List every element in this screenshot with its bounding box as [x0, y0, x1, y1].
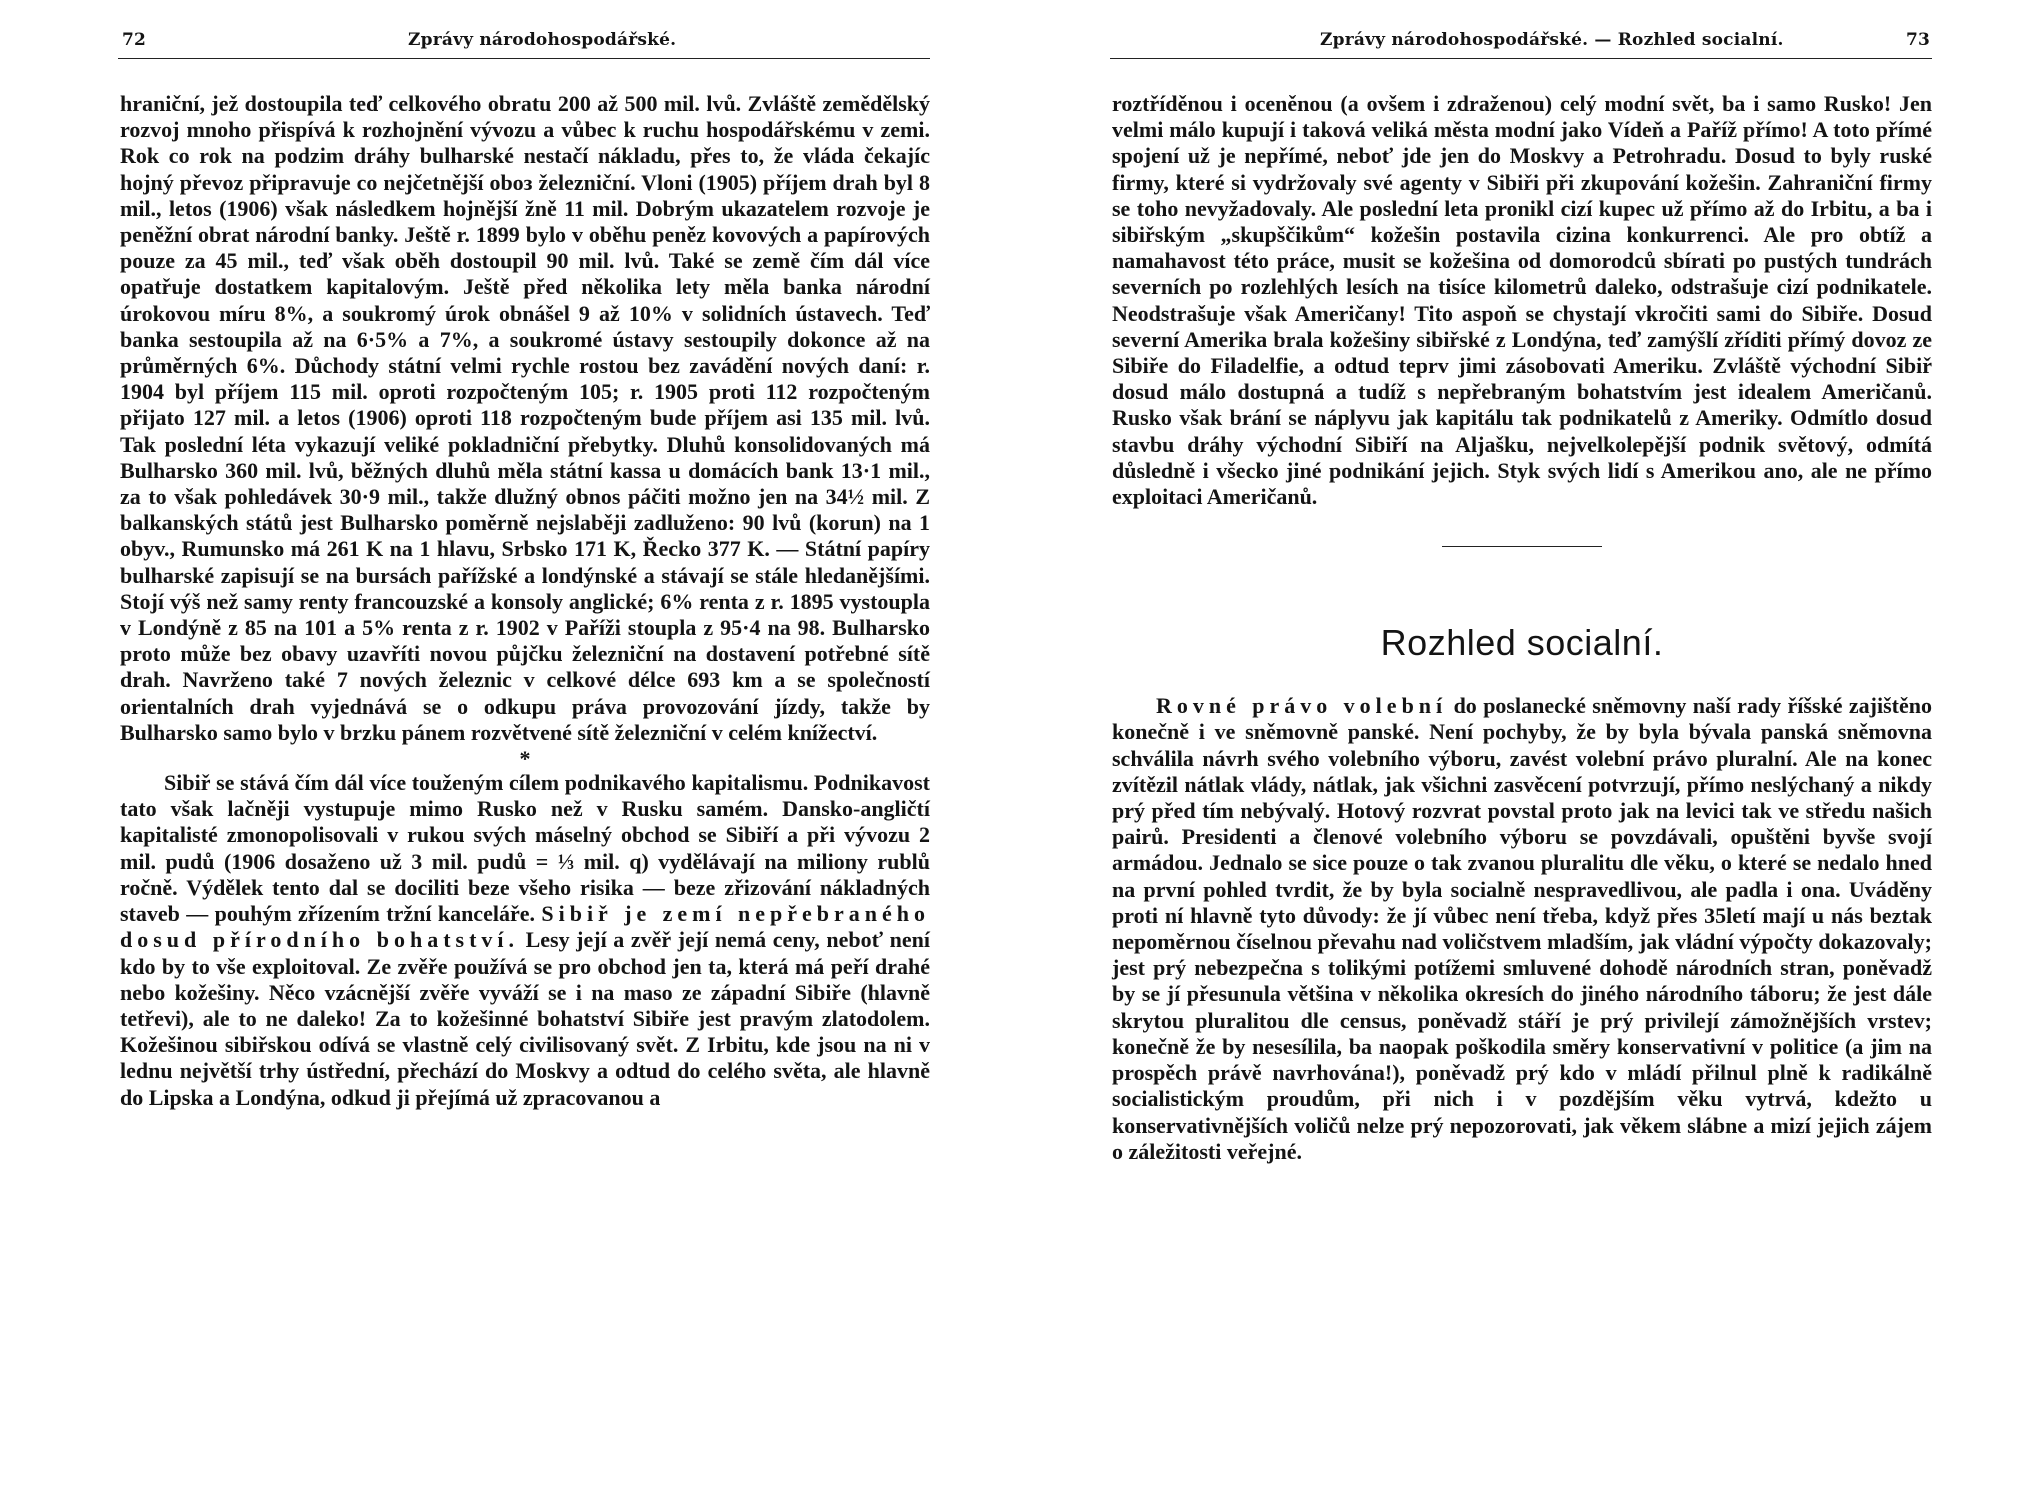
left-body-text: [120, 91, 930, 1111]
siberia-emphasis: Sibiř je zemí nepřebraného dosud přírodního bohatství.: [120, 901, 930, 953]
voting-text-after: do poslanecké sněmovny naší rady říšské zajištěno konečně i ve sněmovně panské. Není pochyby, že by byla bývala panská sněmovna schválila návrh svého volebního výboru, zavést volební právo pluralní. Ale na konec zvítězil nátlak vlády, nátlak, jak všichni zasvěcení potvrzují, přímo neslýchaný a nikdy prý před tím nebývalý. Hotový rozvrat povstal proto jak na levici tak ve středu našich pairů. Presidenti a členové volebního výboru se povzdávali, opuštěni byvše svojí armádou. Jednalo se sice pouze o tak zvanou pluralitu dle věku, o které se nedalo hned na první pohled tvrdit, že by byla socialně nespravedlivou, ale padla i ona. Uváděny proti ní hlavně tyto důvody: že jí vůbec není třeba, když přes 35letí mají u nás beztak nepoměrnou číselnou převahu nad voličstvem mladším, jak vládní výpočty dokazovaly; jest prý nebezpečna s tolikými potížemi smluvené dohodě národních stran, poněvadž by se jí přesunula většina v několika okresích do jiného národního táboru; že jest dále skrytou pluralitou dle census, poněvadž stáří je prý privilejí zámožnějších vrstev; konečně že by nesesílila, ba naopak poškodila směry konservativní v politice (a jim na prospěch právě navrhována!), poněvadž prý kdo v mládí přilnul plně k radikálně socialistickým proudům, při nich i v pozdějším věku vytrvá, kdežto u konservativnějších voličů nelze prý nepozorovati, jak věkem slábne a mizí jejich zájem o záležitosti veřejné.: [1112, 693, 1932, 1164]
right-page: [1110, 0, 1932, 1500]
section-divider-rule: [1442, 546, 1602, 547]
running-head-right: [1110, 30, 1932, 56]
running-title-right: Zprávy národohospodářské. — Rozhled socialní.: [1320, 30, 1784, 50]
left-paragraph-siberia: [120, 770, 930, 1111]
left-paragraph-bulgaria: hraniční, jež dostoupila teď celkového obratu 200 až 500 mil. lvů. Zvláště zemědělský rozvoj mnoho přispívá k rozhojnění vývozu a vůbec k ruchu hospodářskému v zemi. Rok co rok na podzim dráhy bulharské nestačí nákladu, přes to, že vláda čekajíc hojný převoz připravuje co nejčetnější obоз železniční. Vloni (1905) příjem drah byl 8 mil., letos (1906) však následkem hojnější žně 11 mil. Dobrým ukazatelem rozvoje je peněžní obrat národní banky. Ještě r. 1899 bylo v oběhu peněz kovových a papírových pouze za 45 mil., teď však oběh dostoupil 90 mil. lvů. Také se země čím dál více opatřuje dostatkem kapitalovým. Ještě před několika lety měla banka národní úrokovou míru 8%, a soukromý úrok obnášel 9 až 10% v solidních ústavech. Teď banka sestoupila až na 6·5% a 7%, a soukromé ústavy sestoupily dokonce až na průměrných 6%. Důchody státní velmi rychle rostou bez zavádění nových daní: r. 1904 byl příjem 115 mil. oproti rozpočteným 105; r. 1905 proti 112 rozpočteným přijato 127 mil. a letos (1906) oproti 118 rozpočteným bude příjem asi 135 mil. lvů. Tak poslední léta vykazují veliké pokladniční přebytky. Dluhů konsolidovaných má Bulharsko 360 mil. lvů, běžných dluhů měla státní kassa u domácích bank 13·1 mil., za to však pohledávek 30·9 mil., takže dlužný obnos páčiti možno jen na 34½ mil. Z balkanských států jest Bulharsko poměrně nejslaběji zadluženo: 90 lvů (korun) na 1 obyv., Rumunsko má 261 K na 1 hlavu, Srbsko 171 K, Řecko 377 K. — Státní papíry bulharské zapisují se na bursách pařížské a londýnské a stávají se stále hledanějšími. Stojí výš než samy renty francouzské a konsoly anglické; 6% renta z r. 1895 vystoupla v Londýně z 85 na 101 a 5% renta z r. 1902 v Paříži stoupla z 95·4 na 98. Bulharsko proto může bez obavy uzavříti novou půjčku železniční na dostavení potřebné sítě drah. Navrženo také 7 nových železnic v celkové délce 693 km a se společností orientalních drah vyjednává se o odkupu práva provozování jízdy, takže by Bulharsko samo bylo v brzku pánem rozvětvené sítě železniční v celém knížectví.: [120, 91, 930, 745]
siberia-text-before: Sibiř se stává čím dál více touženým cílem podnikavého kapitalismu. Podnikavost tato však lačněji vystupuje mimo Rusko než v Rusku samém. Dansko-angličtí kapitalisté zmonopolisovali v rukou svých máselný obchod se Sibiří a při vývozu 2 mil. pudů (1906 dosaženo už 3 mil. pudů = ⅓ mil. q) vydělávají na miliony rublů ročně. Výdělek tento dal se dociliti beze všeho risika — beze zřizování nákladných staveb — pouhým zřízením tržní kanceláře.: [120, 770, 930, 927]
right-paragraph-voting: [1112, 693, 1932, 1165]
section-title: Rozhled socialní.: [1380, 622, 1664, 664]
right-paragraph-furs: roztříděnou i oceněnou (a ovšem i zdraženou) celý modní svět, ba i samo Rusko! Jen velmi málo kupují i taková veliká města modní jako Vídeň a Paříž přímo! A toto přímé spojení už je nepřímé, neboť jde jen do Moskvy a Petrohradu. Dosud to byly ruské firmy, které si vydržovaly své agenty v Sibiři při zkupování kožešin. Zahraniční firmy se toho nevyžadovaly. Ale poslední leta pronikl cizí kupec už přímo až do Irbitu, a ba i sibiřským „skupščikům“ kožešin postavila cizina konkurrenci. Ale pro obtíž a namahavost této práce, musit se kožešina od domorodců sbírati po pustých tundrách severních po rozlehlých lesích na tisíce kilometrů daleko, odstrašuje cizí podnikatele. Neodstrašuje však Američany! Tito aspoň se chystají vkročiti sami do Sibiře. Dosud severní Amerika brala kožešiny sibiřské z Londýna, teď zamýšlí zříditi přímý dovoz ze Sibiře do Filadelfie, a odtud teprv jimi zásobovati Ameriku. Zvláště východní Sibiř dosud málo dostupná a tudíž s nepřebraným bohatstvím jest idealem Američanů. Rusko však brání se náplyvu jak kapitálu tak podnikatelů z Ameriky. Odmítlo dosud stavbu dráhy východní Sibiří na Aljašku, nejvelkolepější podnik světový, odmítá důsledně i všecko jiné podnikání jejich. Styk svých lidí s Amerikou ano, ale ne přímo exploitaci Američanů.: [1112, 91, 1932, 510]
section-asterisk: *: [519, 746, 531, 772]
siberia-text-after: Lesy její a zvěř její nemá ceny, neboť není kdo by to vše exploitoval. Ze zvěře používá se pro obchod jen ta, která má peří drahé nebo kožešiny. Něco vzácnější zvěře vyváží se i na maso ze západní Sibiře (hlavně tetřevi), ale to ne daleko! Za to kožešinné bohatství Sibiře jest pravým zlatodolem. Kožešinou sibiřskou odívá se vlastně celý civilisovaný svět. Z Irbitu, kde jsou na ni v lednu největší trhy ústřední, přechází do Moskvy a odtud do celého světa, ale hlavně do Lipska a Londýna, odkud ji přejímá už zpracovanou a: [120, 927, 930, 1110]
header-rule-left: [118, 58, 930, 59]
header-rule-right: [1110, 58, 1932, 59]
left-page: [118, 0, 930, 1500]
right-body-text: [1112, 91, 1932, 1165]
running-title-left: Zprávy národohospodářské.: [408, 30, 677, 50]
page-number-left: 72: [122, 30, 147, 50]
running-head-left: [118, 30, 930, 56]
page-number-right: 73: [1905, 30, 1930, 50]
voting-emphasis: Rovné právo volební: [1156, 693, 1448, 719]
